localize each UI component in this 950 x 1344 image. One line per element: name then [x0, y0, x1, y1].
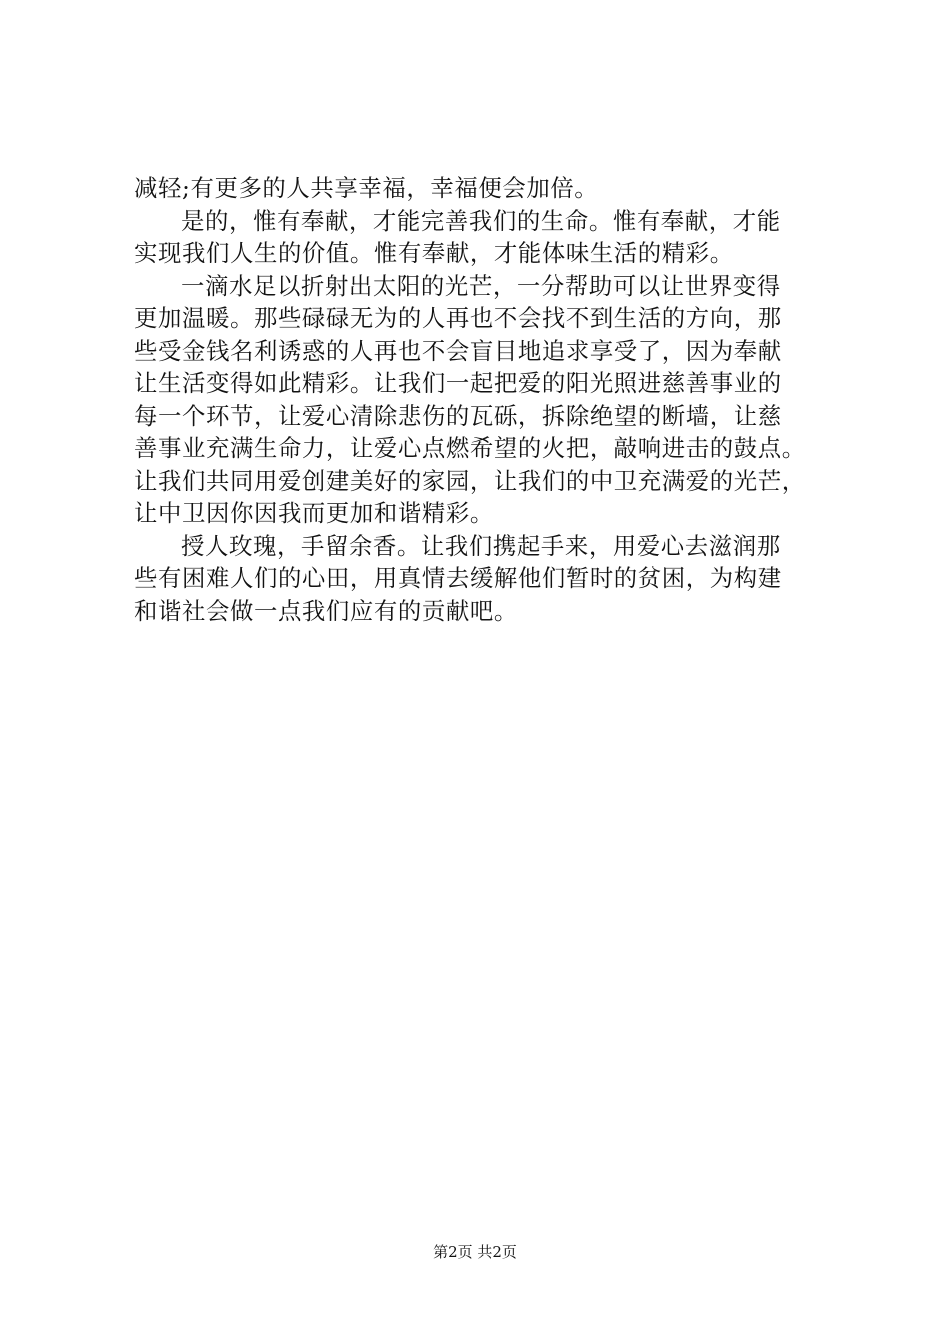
text-line: 些有困难人们的心田，用真情去缓解他们暂时的贫困，为构建 [134, 564, 782, 592]
page-number-footer: 第2页 共2页 [433, 1243, 517, 1261]
text-line: 些受金钱名利诱惑的人再也不会盲目地追求享受了，因为奉献 [134, 336, 782, 365]
text-line: 更加温暖。那些碌碌无为的人再也不会找不到生活的方向，那 [134, 304, 782, 332]
paragraph-start-line: 授人玫瑰，手留余香。让我们携起手来，用爱心去滋润那 [181, 531, 781, 560]
text-line: 让中卫因你因我而更加和谐精彩。 [134, 499, 494, 527]
text-line: 和谐社会做一点我们应有的贡献吧。 [134, 596, 518, 625]
paragraph-start-line: 一滴水足以折射出太阳的光芒，一分帮助可以让世界变得 [181, 271, 781, 300]
text-line: 让生活变得如此精彩。让我们一起把爱的阳光照进慈善事业的 [134, 369, 782, 397]
text-line: 善事业充满生命力，让爱心点燃希望的火把，敲响进击的鼓点。 [134, 434, 806, 462]
text-line: 让我们共同用爱创建美好的家园，让我们的中卫充满爱的光芒， [134, 466, 806, 495]
text-line: 实现我们人生的价值。惟有奉献，才能体味生活的精彩。 [134, 239, 734, 267]
text-line: 减轻;有更多的人共享幸福，幸福便会加倍。 [134, 174, 599, 202]
paragraph-start-line: 是的，惟有奉献，才能完善我们的生命。惟有奉献，才能 [181, 206, 781, 235]
document-body [134, 172, 834, 627]
text-line: 每一个环节，让爱心清除悲伤的瓦砾，拆除绝望的断墙，让慈 [134, 401, 782, 430]
